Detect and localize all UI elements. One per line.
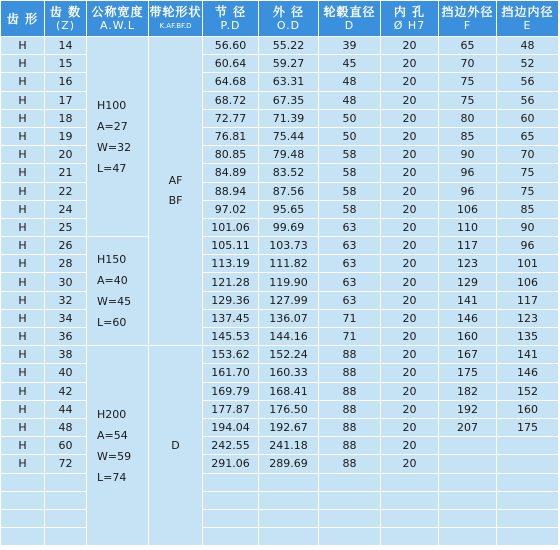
cell-flange-outer: 192 <box>439 401 497 419</box>
cell-hub-diameter: 88 <box>319 346 381 364</box>
cell-pitch-diameter <box>203 510 259 528</box>
cell-bore: 20 <box>381 419 439 437</box>
cell-profile: H <box>1 55 45 73</box>
cell-outer-diameter: 119.90 <box>259 273 319 291</box>
cell-outer-diameter: 75.44 <box>259 128 319 146</box>
cell-flange-inner: 75 <box>497 164 559 182</box>
cell-flange-inner: 106 <box>497 273 559 291</box>
cell-outer-diameter: 83.52 <box>259 164 319 182</box>
cell-pitch-diameter <box>203 474 259 492</box>
cell-profile: H <box>1 219 45 237</box>
cell-pitch-diameter: 101.06 <box>203 219 259 237</box>
cell-profile: H <box>1 273 45 291</box>
table-row <box>1 383 559 401</box>
table-row <box>1 146 559 164</box>
cell-profile: H <box>1 328 45 346</box>
width-spec-line: A=54 <box>97 428 128 442</box>
header-flange-inner: 挡边内径 E <box>497 1 559 37</box>
cell-bore: 20 <box>381 128 439 146</box>
cell-pitch-diameter <box>203 528 259 546</box>
cell-profile: H <box>1 255 45 273</box>
cell-pitch-diameter: 64.68 <box>203 73 259 91</box>
width-group <box>87 37 149 237</box>
cell-outer-diameter: 176.50 <box>259 401 319 419</box>
cell-flange-outer <box>439 528 497 546</box>
cell-flange-inner: 60 <box>497 110 559 128</box>
table-row <box>1 92 559 110</box>
cell-outer-diameter: 127.99 <box>259 292 319 310</box>
cell-outer-diameter: 160.33 <box>259 364 319 382</box>
cell-flange-inner: 141 <box>497 346 559 364</box>
cell-hub-diameter: 88 <box>319 455 381 473</box>
cell-pitch-diameter: 56.60 <box>203 37 259 55</box>
cell-hub-diameter: 50 <box>319 128 381 146</box>
width-spec-line: A=40 <box>97 274 128 288</box>
cell-teeth: 22 <box>45 183 87 201</box>
cell-hub-diameter <box>319 492 381 510</box>
cell-hub-diameter: 45 <box>319 55 381 73</box>
cell-flange-inner: 101 <box>497 255 559 273</box>
table-body <box>1 37 559 546</box>
cell-flange-outer: 80 <box>439 110 497 128</box>
cell-hub-diameter: 88 <box>319 383 381 401</box>
table-row <box>1 310 559 328</box>
cell-flange-inner: 56 <box>497 73 559 91</box>
cell-teeth: 24 <box>45 201 87 219</box>
width-spec-line: H100 <box>97 98 127 112</box>
cell-hub-diameter: 58 <box>319 183 381 201</box>
table-row <box>1 455 559 473</box>
cell-bore: 20 <box>381 328 439 346</box>
table-row <box>1 110 559 128</box>
cell-teeth <box>45 492 87 510</box>
cell-flange-outer: 96 <box>439 164 497 182</box>
cell-teeth: 17 <box>45 92 87 110</box>
cell-flange-outer: 85 <box>439 128 497 146</box>
cell-bore: 20 <box>381 383 439 401</box>
cell-pitch-diameter: 68.72 <box>203 92 259 110</box>
width-spec-line: H150 <box>97 253 127 267</box>
cell-flange-outer: 70 <box>439 55 497 73</box>
cell-outer-diameter: 59.27 <box>259 55 319 73</box>
cell-teeth <box>45 528 87 546</box>
width-spec-line: L=47 <box>97 161 127 175</box>
width-spec-line: W=45 <box>97 295 132 309</box>
cell-hub-diameter: 58 <box>319 146 381 164</box>
cell-profile: H <box>1 310 45 328</box>
cell-bore: 20 <box>381 164 439 182</box>
cell-outer-diameter: 55.22 <box>259 37 319 55</box>
cell-hub-diameter: 71 <box>319 328 381 346</box>
cell-profile <box>1 528 45 546</box>
cell-flange-inner: 75 <box>497 183 559 201</box>
cell-profile: H <box>1 201 45 219</box>
cell-bore <box>381 492 439 510</box>
cell-hub-diameter: 88 <box>319 437 381 455</box>
table-row <box>1 237 559 255</box>
cell-outer-diameter: 103.73 <box>259 237 319 255</box>
cell-outer-diameter: 63.31 <box>259 73 319 91</box>
table-row <box>1 292 559 310</box>
header-pitch-diameter: 节 径 P.D <box>203 1 259 37</box>
cell-flange-inner: 146 <box>497 364 559 382</box>
cell-bore: 20 <box>381 110 439 128</box>
cell-pitch-diameter: 88.94 <box>203 183 259 201</box>
cell-bore: 20 <box>381 310 439 328</box>
cell-outer-diameter: 241.18 <box>259 437 319 455</box>
cell-flange-inner: 117 <box>497 292 559 310</box>
cell-flange-inner <box>497 455 559 473</box>
cell-outer-diameter <box>259 492 319 510</box>
header-width: 公称宽度 A.W.L <box>87 1 149 37</box>
cell-flange-outer: 106 <box>439 201 497 219</box>
table-row <box>1 492 559 510</box>
cell-flange-inner <box>497 492 559 510</box>
shape-line: AF <box>168 174 183 188</box>
table-row <box>1 328 559 346</box>
table-row <box>1 55 559 73</box>
cell-bore <box>381 510 439 528</box>
cell-outer-diameter: 99.69 <box>259 219 319 237</box>
cell-profile: H <box>1 183 45 201</box>
cell-teeth: 21 <box>45 164 87 182</box>
cell-bore: 20 <box>381 73 439 91</box>
cell-teeth: 48 <box>45 419 87 437</box>
cell-flange-outer: 182 <box>439 383 497 401</box>
cell-teeth: 26 <box>45 237 87 255</box>
cell-flange-inner: 48 <box>497 37 559 55</box>
cell-teeth: 18 <box>45 110 87 128</box>
cell-profile: H <box>1 110 45 128</box>
table-row <box>1 528 559 546</box>
cell-outer-diameter: 289.69 <box>259 455 319 473</box>
cell-flange-outer: 146 <box>439 310 497 328</box>
cell-flange-outer: 123 <box>439 255 497 273</box>
table-row <box>1 474 559 492</box>
cell-pitch-diameter: 76.81 <box>203 128 259 146</box>
cell-flange-outer: 207 <box>439 419 497 437</box>
cell-profile: H <box>1 146 45 164</box>
cell-teeth: 25 <box>45 219 87 237</box>
cell-flange-outer: 75 <box>439 92 497 110</box>
cell-bore: 20 <box>381 201 439 219</box>
cell-profile: H <box>1 37 45 55</box>
cell-flange-outer: 129 <box>439 273 497 291</box>
cell-flange-inner: 96 <box>497 237 559 255</box>
cell-outer-diameter: 71.39 <box>259 110 319 128</box>
shape-group <box>149 37 203 346</box>
cell-hub-diameter: 88 <box>319 364 381 382</box>
cell-flange-outer: 167 <box>439 346 497 364</box>
cell-bore: 20 <box>381 55 439 73</box>
width-group <box>87 237 149 346</box>
width-spec-line: L=60 <box>97 316 127 330</box>
cell-hub-diameter <box>319 528 381 546</box>
cell-teeth: 40 <box>45 364 87 382</box>
table-row <box>1 37 559 55</box>
cell-flange-outer: 160 <box>439 328 497 346</box>
cell-pitch-diameter: 129.36 <box>203 292 259 310</box>
shape-line: D <box>171 439 180 453</box>
cell-profile: H <box>1 401 45 419</box>
cell-flange-outer: 110 <box>439 219 497 237</box>
cell-profile: H <box>1 237 45 255</box>
cell-pitch-diameter: 60.64 <box>203 55 259 73</box>
cell-flange-outer: 65 <box>439 37 497 55</box>
cell-hub-diameter: 48 <box>319 73 381 91</box>
cell-teeth: 36 <box>45 328 87 346</box>
cell-flange-inner <box>497 437 559 455</box>
cell-flange-outer: 175 <box>439 364 497 382</box>
cell-hub-diameter: 88 <box>319 401 381 419</box>
cell-hub-diameter: 50 <box>319 110 381 128</box>
cell-bore: 20 <box>381 455 439 473</box>
table-row <box>1 164 559 182</box>
cell-profile: H <box>1 292 45 310</box>
cell-flange-inner <box>497 510 559 528</box>
cell-teeth: 60 <box>45 437 87 455</box>
header-shape: 带轮形状 K.AF.BF.D <box>149 1 203 37</box>
cell-bore: 20 <box>381 255 439 273</box>
shape-line: BF <box>168 194 183 208</box>
width-spec-line: H200 <box>97 407 127 421</box>
cell-pitch-diameter: 291.06 <box>203 455 259 473</box>
cell-profile: H <box>1 92 45 110</box>
cell-outer-diameter <box>259 474 319 492</box>
cell-flange-outer: 75 <box>439 73 497 91</box>
cell-bore: 20 <box>381 437 439 455</box>
cell-flange-outer: 96 <box>439 183 497 201</box>
cell-bore: 20 <box>381 183 439 201</box>
cell-outer-diameter: 95.65 <box>259 201 319 219</box>
cell-profile: H <box>1 73 45 91</box>
cell-hub-diameter: 58 <box>319 201 381 219</box>
cell-outer-diameter: 192.67 <box>259 419 319 437</box>
cell-hub-diameter: 88 <box>319 419 381 437</box>
header-bore: 内 孔 Ø H7 <box>381 1 439 37</box>
cell-bore: 20 <box>381 37 439 55</box>
header-flange-outer: 挡边外径 F <box>439 1 497 37</box>
cell-flange-outer <box>439 492 497 510</box>
table-row <box>1 364 559 382</box>
cell-pitch-diameter: 97.02 <box>203 201 259 219</box>
table-row <box>1 419 559 437</box>
cell-teeth <box>45 510 87 528</box>
cell-hub-diameter: 63 <box>319 292 381 310</box>
header-profile: 齿 形 <box>1 1 45 37</box>
cell-flange-inner <box>497 528 559 546</box>
cell-teeth: 38 <box>45 346 87 364</box>
cell-flange-inner: 135 <box>497 328 559 346</box>
cell-bore: 20 <box>381 237 439 255</box>
cell-outer-diameter <box>259 528 319 546</box>
cell-bore: 20 <box>381 146 439 164</box>
cell-outer-diameter: 87.56 <box>259 183 319 201</box>
header-row <box>1 1 559 37</box>
cell-teeth: 14 <box>45 37 87 55</box>
cell-pitch-diameter: 80.85 <box>203 146 259 164</box>
cell-pitch-diameter: 121.28 <box>203 273 259 291</box>
cell-hub-diameter: 58 <box>319 164 381 182</box>
cell-bore: 20 <box>381 292 439 310</box>
cell-pitch-diameter: 72.77 <box>203 110 259 128</box>
cell-teeth: 20 <box>45 146 87 164</box>
cell-flange-outer <box>439 437 497 455</box>
cell-hub-diameter: 63 <box>319 219 381 237</box>
cell-teeth: 16 <box>45 73 87 91</box>
cell-pitch-diameter: 242.55 <box>203 437 259 455</box>
cell-outer-diameter: 79.48 <box>259 146 319 164</box>
header-teeth: 齿 数 (Z) <box>45 1 87 37</box>
cell-pitch-diameter: 105.11 <box>203 237 259 255</box>
cell-pitch-diameter: 194.04 <box>203 419 259 437</box>
cell-outer-diameter <box>259 510 319 528</box>
cell-flange-inner: 56 <box>497 92 559 110</box>
cell-bore: 20 <box>381 219 439 237</box>
cell-teeth: 44 <box>45 401 87 419</box>
cell-pitch-diameter: 153.62 <box>203 346 259 364</box>
cell-pitch-diameter: 113.19 <box>203 255 259 273</box>
cell-profile: H <box>1 364 45 382</box>
cell-flange-outer: 141 <box>439 292 497 310</box>
table-row <box>1 273 559 291</box>
cell-teeth <box>45 474 87 492</box>
cell-profile: H <box>1 419 45 437</box>
cell-flange-outer: 90 <box>439 146 497 164</box>
cell-teeth: 15 <box>45 55 87 73</box>
cell-bore: 20 <box>381 92 439 110</box>
table-row <box>1 73 559 91</box>
cell-hub-diameter: 63 <box>319 237 381 255</box>
width-group <box>87 346 149 546</box>
cell-flange-outer <box>439 510 497 528</box>
cell-profile: H <box>1 437 45 455</box>
table-row <box>1 346 559 364</box>
header-outer-diameter: 外 径 O.D <box>259 1 319 37</box>
table-row <box>1 201 559 219</box>
cell-flange-inner: 152 <box>497 383 559 401</box>
width-spec-line: L=74 <box>97 470 127 484</box>
table-row <box>1 437 559 455</box>
cell-teeth: 72 <box>45 455 87 473</box>
cell-flange-inner: 160 <box>497 401 559 419</box>
cell-flange-inner: 85 <box>497 201 559 219</box>
table-row <box>1 183 559 201</box>
cell-outer-diameter: 152.24 <box>259 346 319 364</box>
width-spec-line: A=27 <box>97 119 128 133</box>
cell-pitch-diameter: 84.89 <box>203 164 259 182</box>
cell-bore: 20 <box>381 346 439 364</box>
cell-profile: H <box>1 346 45 364</box>
table-row <box>1 510 559 528</box>
cell-flange-inner: 123 <box>497 310 559 328</box>
cell-hub-diameter: 63 <box>319 255 381 273</box>
cell-pitch-diameter: 177.87 <box>203 401 259 419</box>
width-spec-line: W=32 <box>97 140 132 154</box>
cell-hub-diameter: 39 <box>319 37 381 55</box>
cell-bore: 20 <box>381 401 439 419</box>
shape-group <box>149 346 203 546</box>
cell-profile <box>1 510 45 528</box>
cell-flange-inner: 65 <box>497 128 559 146</box>
table-row <box>1 128 559 146</box>
cell-profile: H <box>1 455 45 473</box>
cell-flange-inner: 175 <box>497 419 559 437</box>
cell-outer-diameter: 168.41 <box>259 383 319 401</box>
table-row <box>1 219 559 237</box>
cell-teeth: 34 <box>45 310 87 328</box>
cell-pitch-diameter: 161.70 <box>203 364 259 382</box>
cell-hub-diameter <box>319 474 381 492</box>
cell-flange-outer <box>439 455 497 473</box>
cell-profile: H <box>1 128 45 146</box>
cell-teeth: 19 <box>45 128 87 146</box>
cell-hub-diameter: 63 <box>319 273 381 291</box>
cell-teeth: 28 <box>45 255 87 273</box>
cell-profile: H <box>1 383 45 401</box>
cell-flange-outer: 117 <box>439 237 497 255</box>
cell-bore <box>381 474 439 492</box>
cell-flange-outer <box>439 474 497 492</box>
cell-outer-diameter: 144.16 <box>259 328 319 346</box>
cell-teeth: 42 <box>45 383 87 401</box>
cell-profile: H <box>1 164 45 182</box>
cell-pitch-diameter: 169.79 <box>203 383 259 401</box>
cell-hub-diameter: 71 <box>319 310 381 328</box>
cell-hub-diameter: 48 <box>319 92 381 110</box>
cell-flange-inner: 90 <box>497 219 559 237</box>
cell-profile <box>1 474 45 492</box>
table-row <box>1 401 559 419</box>
cell-bore: 20 <box>381 273 439 291</box>
header-hub-diameter: 轮毂直径 D <box>319 1 381 37</box>
cell-flange-inner: 70 <box>497 146 559 164</box>
cell-pitch-diameter: 145.53 <box>203 328 259 346</box>
cell-profile <box>1 492 45 510</box>
cell-outer-diameter: 67.35 <box>259 92 319 110</box>
cell-bore <box>381 528 439 546</box>
cell-flange-inner: 52 <box>497 55 559 73</box>
cell-teeth: 32 <box>45 292 87 310</box>
cell-outer-diameter: 111.82 <box>259 255 319 273</box>
cell-flange-inner <box>497 474 559 492</box>
cell-hub-diameter <box>319 510 381 528</box>
cell-pitch-diameter <box>203 492 259 510</box>
width-spec-line: W=59 <box>97 449 132 463</box>
table-row <box>1 255 559 273</box>
pulley-spec-table <box>1 1 559 546</box>
cell-outer-diameter: 136.07 <box>259 310 319 328</box>
cell-pitch-diameter: 137.45 <box>203 310 259 328</box>
cell-bore: 20 <box>381 364 439 382</box>
cell-teeth: 30 <box>45 273 87 291</box>
